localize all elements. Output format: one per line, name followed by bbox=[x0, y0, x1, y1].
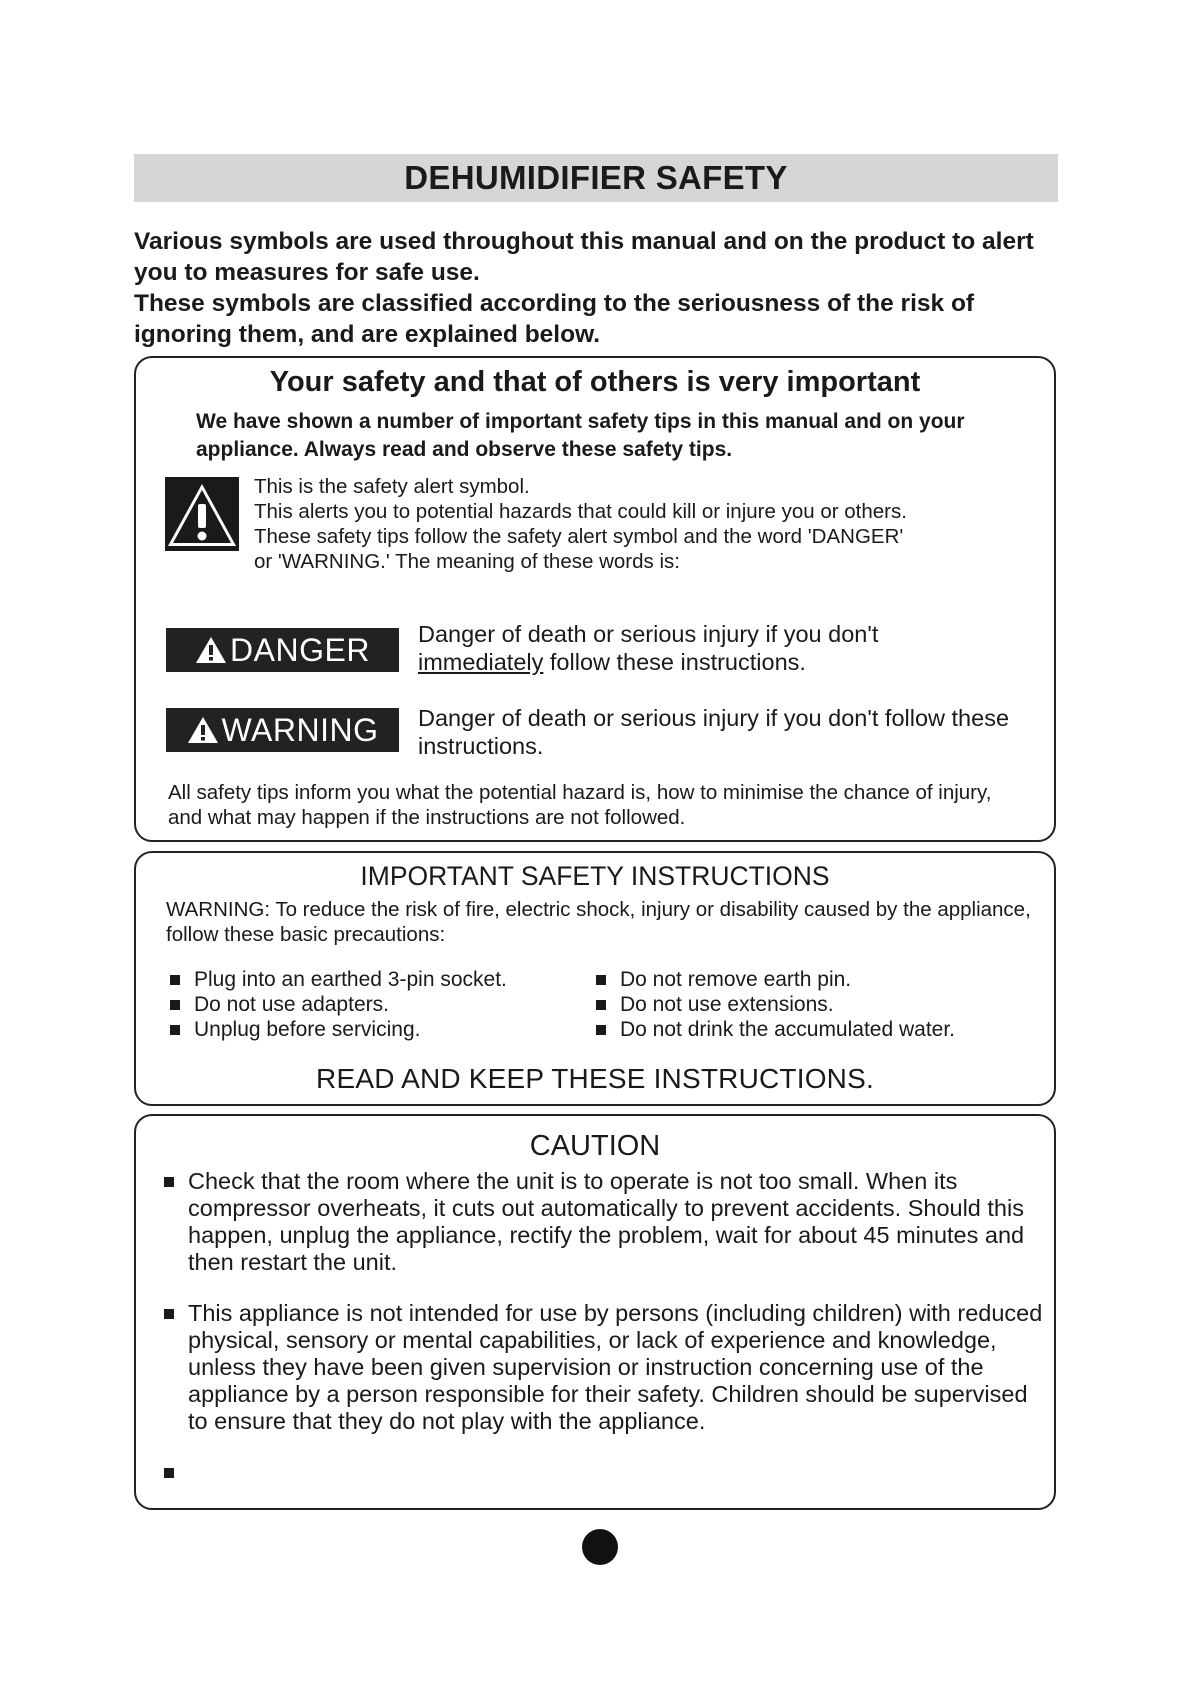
danger-text-start: Danger of death or serious injury if you don't bbox=[418, 621, 879, 647]
warning-word: WARNING bbox=[221, 711, 379, 748]
page-marker bbox=[582, 1529, 618, 1565]
warning-label bbox=[166, 708, 399, 752]
list-item: Do not drink the accumulated water. bbox=[594, 1017, 1034, 1042]
title-bar bbox=[134, 154, 1058, 202]
intro-line-1: Various symbols are used throughout this manual and on the product to alert you to measures for safe use. bbox=[134, 228, 1034, 286]
intro-text bbox=[134, 226, 1069, 350]
danger-alert-icon bbox=[195, 636, 227, 664]
warning-alert-icon bbox=[187, 716, 219, 744]
alert-line: This alerts you to potential hazards that could kill or injure you or others. bbox=[254, 500, 907, 523]
safety-heading: Your safety and that of others is very important bbox=[269, 366, 921, 398]
alert-description bbox=[254, 474, 1044, 574]
important-instructions-box bbox=[134, 851, 1056, 1106]
list-item: Do not remove earth pin. bbox=[594, 967, 1034, 992]
empty-bullet bbox=[164, 1459, 1044, 1479]
caution-box bbox=[134, 1114, 1056, 1510]
danger-text-emphasis: immediately bbox=[418, 649, 544, 675]
warning-meaning: Danger of death or serious injury if you don't follow these instructions. bbox=[418, 705, 1010, 759]
caution-list bbox=[164, 1168, 1044, 1479]
danger-meaning bbox=[418, 620, 1038, 676]
safety-importance-box bbox=[134, 356, 1056, 842]
caution-heading: CAUTION bbox=[529, 1130, 661, 1162]
intro-line-2: These symbols are classified according to the seriousness of the risk of ignoring them, and are explained below. bbox=[134, 290, 975, 348]
alert-line: This is the safety alert symbol. bbox=[254, 475, 530, 498]
list-item: This appliance is not intended for use by persons (including children) with reduced physical, sensory or mental capabilities, or lack of experience and knowledge, unless they have been given supervision or instruction concerning use of the appliance by a person responsible for their safety. Children should be supervised to ensure that they do not play with the appliance. bbox=[164, 1300, 1044, 1435]
read-and-keep: READ AND KEEP THESE INSTRUCTIONS. bbox=[316, 1063, 874, 1094]
danger-word: DANGER bbox=[230, 631, 370, 668]
danger-text-end: follow these instructions. bbox=[543, 649, 806, 675]
precautions-right bbox=[594, 967, 1034, 1042]
danger-label bbox=[166, 628, 399, 672]
precautions-left bbox=[168, 967, 568, 1042]
list-item: Do not use extensions. bbox=[594, 992, 1034, 1017]
safety-footnote: All safety tips inform you what the potential hazard is, how to minimise the chance of injury, and what may happen if the instructions are not followed. bbox=[168, 781, 992, 829]
list-item: Unplug before servicing. bbox=[168, 1017, 568, 1042]
page-title: DEHUMIDIFIER SAFETY bbox=[404, 159, 788, 196]
safety-lead: We have shown a number of important safety tips in this manual and on your appliance. Always read and observe these safety tips. bbox=[196, 410, 965, 461]
important-warning: WARNING: To reduce the risk of fire, electric shock, injury or disability caused by the appliance, follow these basic precautions: bbox=[166, 898, 1031, 946]
important-heading: IMPORTANT SAFETY INSTRUCTIONS bbox=[360, 861, 830, 891]
list-item: Check that the room where the unit is to operate is not too small. When its compressor overheats, it cuts out automatically to prevent accidents. Should this happen, unplug the appliance, rectify the problem, wait for about 45 minutes and then restart the unit. bbox=[164, 1168, 1044, 1276]
alert-line: or 'WARNING.' The meaning of these words is: bbox=[254, 550, 680, 573]
list-item: Plug into an earthed 3-pin socket. bbox=[168, 967, 568, 992]
list-item: Do not use adapters. bbox=[168, 992, 568, 1017]
warning-triangle-icon bbox=[164, 476, 240, 552]
alert-line: These safety tips follow the safety alert symbol and the word 'DANGER' bbox=[254, 525, 904, 548]
